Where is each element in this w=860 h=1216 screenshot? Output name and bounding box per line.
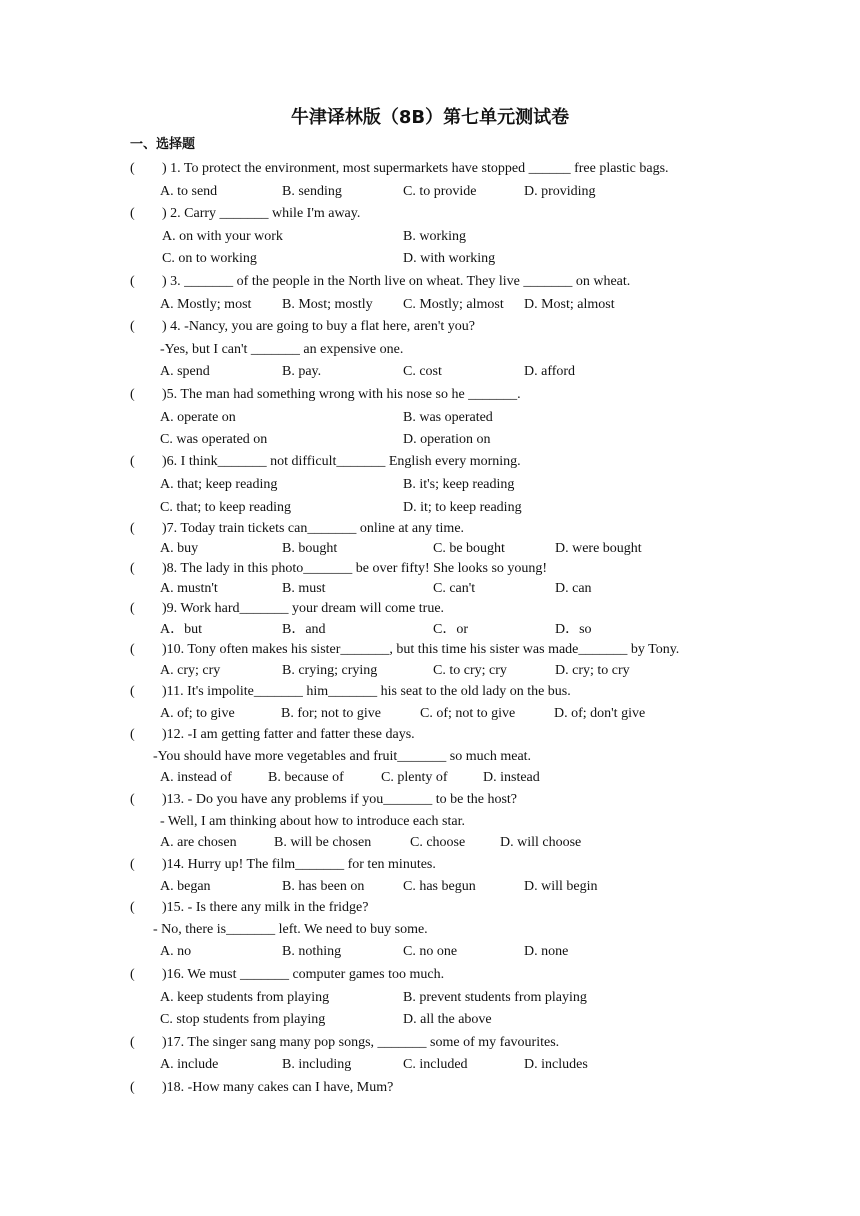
option-c: C. to cry; cry — [433, 663, 507, 678]
question-text: 14. Hurry up! The film_______ for ten minutes. — [166, 857, 436, 872]
option-a: A. to send — [160, 184, 218, 199]
option-b: B. must — [282, 581, 326, 596]
option-c: C. Mostly; almost — [403, 297, 504, 312]
question-text: 7. Today train tickets can_______ online at any time. — [166, 521, 465, 536]
question-text: 12. -I am getting fatter and fatter these days. — [166, 727, 415, 742]
option-b: B. bought — [282, 541, 338, 556]
option-c: C. to provide — [403, 184, 477, 199]
question-4: ( ) 4. -Nancy, you are going to buy a flat here, aren't you? — [130, 319, 476, 334]
question-text: 3. _______ of the people in the North live on wheat. They live _______ on wheat. — [170, 274, 631, 289]
option-a: A．but — [160, 622, 202, 637]
option-b: B. it's; keep reading — [403, 477, 515, 492]
option-d: D. instead — [483, 770, 540, 785]
option-b: B. crying; crying — [282, 663, 378, 678]
question-2: ( ) 2. Carry _______ while I'm away. — [130, 206, 361, 221]
question-text: 9. Work hard_______ your dream will come true. — [166, 601, 445, 616]
option-a: A. buy — [160, 541, 199, 556]
question-9: ( )9. Work hard_______ your dream will come true. — [130, 601, 445, 616]
option-d: D．so — [555, 622, 592, 637]
option-b: B. will be chosen — [274, 835, 372, 850]
option-a: A. on with your work — [162, 229, 283, 244]
option-d: D. includes — [524, 1057, 588, 1072]
question-text-line2: - No, there is_______ left. We need to buy some. — [153, 922, 428, 937]
option-a: A. are chosen — [160, 835, 237, 850]
option-a: A. instead of — [160, 770, 232, 785]
option-a: A. began — [160, 879, 211, 894]
question-11: ( )11. It's impolite_______ him_______ his seat to the old lady on the bus. — [130, 684, 571, 699]
option-a: A. Mostly; most — [160, 297, 252, 312]
option-a: A. mustn't — [160, 581, 218, 596]
question-text: 8. The lady in this photo_______ be over fifty! She looks so young! — [166, 561, 548, 576]
option-b: B. has been on — [282, 879, 365, 894]
option-c: C. stop students from playing — [160, 1012, 326, 1027]
option-d: D. will begin — [524, 879, 598, 894]
option-c: C. of; not to give — [420, 706, 516, 721]
question-text: 2. Carry _______ while I'm away. — [170, 206, 361, 221]
question-text: 5. The man had something wrong with his nose so he _______. — [166, 387, 521, 402]
option-d: D. with working — [403, 251, 496, 266]
option-d: D. will choose — [500, 835, 582, 850]
option-a: A. that; keep reading — [160, 477, 278, 492]
option-d: D. of; don't give — [554, 706, 646, 721]
option-d: D. afford — [524, 364, 576, 379]
question-1: ( ) 1. To protect the environment, most supermarkets have stopped ______ free plastic bags. — [130, 161, 669, 176]
question-text: 18. -How many cakes can I have, Mum? — [166, 1080, 394, 1095]
option-c: C. cost — [403, 364, 442, 379]
option-b: B. pay. — [282, 364, 322, 379]
option-b: B. was operated — [403, 410, 493, 425]
question-13: ( )13. - Do you have any problems if you_______ to be the host? — [130, 792, 517, 807]
option-c: C．or — [433, 622, 468, 637]
option-a: A. no — [160, 944, 192, 959]
option-b: B. nothing — [282, 944, 342, 959]
option-a: A. keep students from playing — [160, 990, 330, 1005]
section-heading: 一、选择题 — [130, 137, 196, 152]
page-title: 牛津译林版（8B）第七单元测试卷 — [290, 107, 570, 128]
question-18: ( )18. -How many cakes can I have, Mum? — [130, 1080, 394, 1095]
option-b: B. Most; mostly — [282, 297, 373, 312]
question-text: 10. Tony often makes his sister_______, but this time his sister was made_______ by Tony. — [166, 642, 680, 657]
option-c: C. that; to keep reading — [160, 500, 292, 515]
option-c: C. can't — [433, 581, 476, 596]
option-d: D. were bought — [555, 541, 642, 556]
option-b: B. working — [403, 229, 466, 244]
question-text-line2: - Well, I am thinking about how to introduce each star. — [160, 814, 465, 829]
option-c: C. plenty of — [381, 770, 448, 785]
question-5: ( )5. The man had something wrong with his nose so he _______. — [130, 387, 521, 402]
option-c: C. be bought — [433, 541, 505, 556]
option-d: D. it; to keep reading — [403, 500, 522, 515]
option-c: C. choose — [410, 835, 466, 850]
option-c: C. has begun — [403, 879, 476, 894]
option-a: A. include — [160, 1057, 219, 1072]
option-a: A. operate on — [160, 410, 236, 425]
option-b: B. for; not to give — [281, 706, 381, 721]
option-b: B. including — [282, 1057, 352, 1072]
question-14: ( )14. Hurry up! The film_______ for ten minutes. — [130, 857, 436, 872]
option-a: A. cry; cry — [160, 663, 221, 678]
question-3: ( ) 3. _______ of the people in the North live on wheat. They live _______ on wheat. — [130, 274, 631, 289]
question-text: 1. To protect the environment, most supermarkets have stopped ______ free plastic bags. — [170, 161, 669, 176]
option-b: B. because of — [268, 770, 344, 785]
question-text-line2: -You should have more vegetables and fruit_______ so much meat. — [153, 749, 532, 764]
question-text: 15. - Is there any milk in the fridge? — [166, 900, 369, 915]
option-c: C. was operated on — [160, 432, 268, 447]
option-d: D. none — [524, 944, 569, 959]
option-a: A. spend — [160, 364, 210, 379]
option-b: B．and — [282, 622, 326, 637]
question-7: ( )7. Today train tickets can_______ online at any time. — [130, 521, 465, 536]
option-c: C. no one — [403, 944, 458, 959]
question-text-line2: -Yes, but I can't _______ an expensive one. — [160, 342, 404, 357]
question-text: 11. It's impolite_______ him_______ his seat to the old lady on the bus. — [166, 684, 571, 699]
option-c: C. included — [403, 1057, 468, 1072]
option-a: A. of; to give — [160, 706, 235, 721]
question-text: 4. -Nancy, you are going to buy a flat here, aren't you? — [170, 319, 476, 334]
question-12: ( )12. -I am getting fatter and fatter these days. — [130, 727, 415, 742]
option-b: B. prevent students from playing — [403, 990, 587, 1005]
question-8: ( )8. The lady in this photo_______ be over fifty! She looks so young! — [130, 561, 548, 576]
question-text: 6. I think_______ not difficult_______ English every morning. — [166, 454, 521, 469]
option-d: D. providing — [524, 184, 596, 199]
option-d: D. cry; to cry — [555, 663, 630, 678]
option-c: C. on to working — [162, 251, 257, 266]
question-text: 16. We must _______ computer games too much. — [166, 967, 445, 982]
question-10: ( )10. Tony often makes his sister_______, but this time his sister was made_______ by Tony. — [130, 642, 680, 657]
question-16: ( )16. We must _______ computer games too much. — [130, 967, 445, 982]
option-d: D. can — [555, 581, 592, 596]
question-6: ( )6. I think_______ not difficult_______ English every morning. — [130, 454, 521, 469]
question-text: 13. - Do you have any problems if you_______ to be the host? — [166, 792, 517, 807]
option-d: D. operation on — [403, 432, 491, 447]
option-d: D. all the above — [403, 1012, 492, 1027]
question-text: 17. The singer sang many pop songs, _______ some of my favourites. — [166, 1035, 560, 1050]
question-17: ( )17. The singer sang many pop songs, _______ some of my favourites. — [130, 1035, 560, 1050]
option-d: D. Most; almost — [524, 297, 615, 312]
question-15: ( )15. - Is there any milk in the fridge? — [130, 900, 369, 915]
option-b: B. sending — [282, 184, 342, 199]
